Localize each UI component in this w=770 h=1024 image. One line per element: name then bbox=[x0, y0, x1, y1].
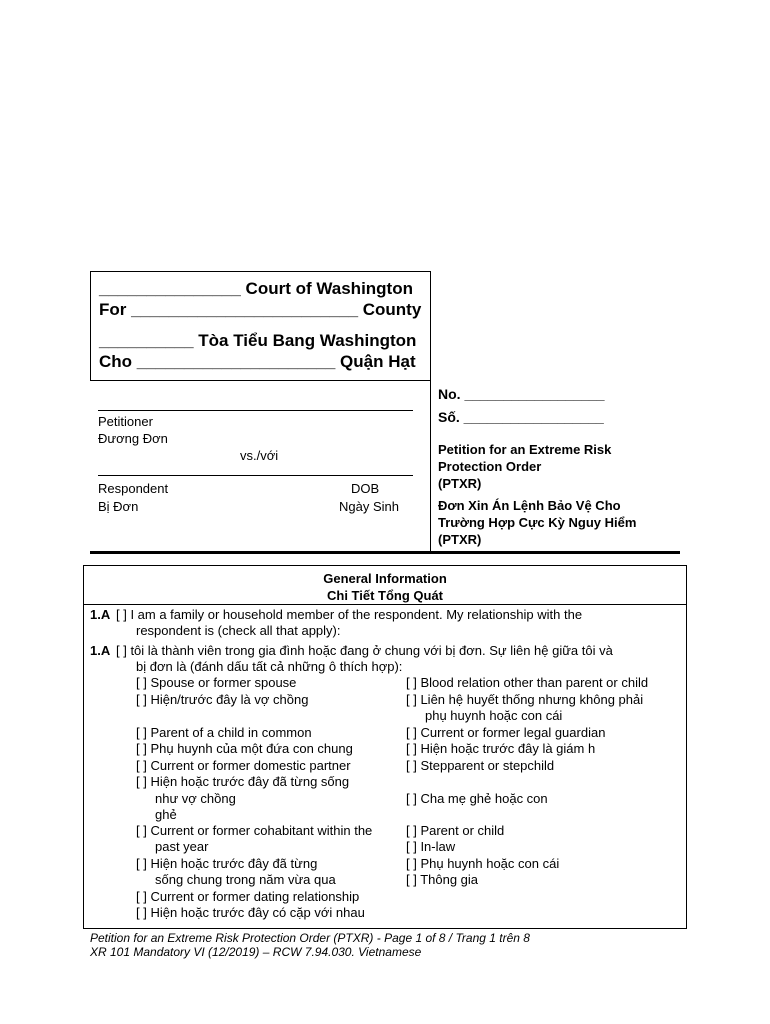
document-title: Petition for an Extreme Risk Protection Order (PTXR) bbox=[438, 442, 612, 491]
caption-bottom-rule bbox=[90, 551, 680, 554]
dating-relationship-checkbox[interactable]: [ ] Current or former dating relationship bbox=[136, 889, 360, 904]
in-law-checkbox[interactable]: [ ] In-law bbox=[406, 839, 456, 854]
respondent-label: Respondent bbox=[98, 481, 169, 496]
parent-of-child-checkbox-vi[interactable]: [ ] Phụ huynh của một đứa con chung bbox=[136, 741, 353, 756]
form-code-footer: XR 101 Mandatory VI (12/2019) – RCW 7.94.030. Vietnamese bbox=[90, 945, 422, 959]
versus-label: vs./với bbox=[240, 448, 279, 463]
dob-label: DOB bbox=[351, 481, 380, 496]
dob-label-vi: Ngày Sinh bbox=[339, 499, 399, 514]
spouse-checkbox[interactable]: [ ] Spouse or former spouse bbox=[136, 675, 297, 690]
parent-or-child-checkbox[interactable]: [ ] Parent or child bbox=[406, 823, 505, 838]
court-name-line: _______________ Court of Washington bbox=[99, 279, 413, 298]
in-law-checkbox-vi[interactable]: [ ] Thông gia bbox=[406, 872, 479, 887]
spouse-checkbox-vi[interactable]: [ ] Hiện/trước đây là vợ chồng bbox=[136, 692, 309, 707]
petitioner-label-vi: Đương Đơn bbox=[98, 431, 168, 446]
petitioner-name-line bbox=[98, 410, 413, 411]
document-title-vi: Đơn Xin Án Lệnh Bảo Vệ Cho Trường Hợp Cực Kỳ Nguy Hiểm (PTXR) bbox=[438, 498, 637, 547]
parent-of-child-checkbox[interactable]: [ ] Parent of a child in common bbox=[136, 725, 312, 740]
blood-relation-checkbox-vi[interactable]: [ ] Liên hệ huyết thống nhưng không phải bbox=[406, 692, 644, 707]
option-text: ghẻ bbox=[155, 807, 177, 822]
stepparent-checkbox-vi[interactable]: [ ] Cha mẹ ghẻ hoặc con bbox=[406, 791, 548, 806]
respondent-name-line bbox=[98, 475, 413, 476]
option-text: sống chung trong năm vừa qua bbox=[155, 872, 336, 887]
stepparent-checkbox[interactable]: [ ] Stepparent or stepchild bbox=[406, 758, 555, 773]
legal-guardian-checkbox[interactable]: [ ] Current or former legal guardian bbox=[406, 725, 606, 740]
general-information-section bbox=[83, 565, 687, 929]
dating-relationship-checkbox-vi[interactable]: [ ] Hiện hoặc trước đây có cặp với nhau bbox=[136, 905, 365, 920]
caption-divider bbox=[430, 379, 431, 553]
cohabitant-checkbox-vi[interactable]: [ ] Hiện hoặc trước đây đã từng bbox=[136, 856, 318, 871]
family-member-checkbox-vi[interactable]: [ ] tôi là thành viên trong gia đình hoặc đang ở chung với bị đơn. Sự liên hệ giữa tôi và bbox=[116, 643, 613, 658]
petitioner-label: Petitioner bbox=[98, 414, 153, 429]
blood-relation-checkbox[interactable]: [ ] Blood relation other than parent or child bbox=[406, 675, 649, 690]
court-name-line-vi: __________ Tòa Tiểu Bang Washington bbox=[99, 331, 417, 350]
county-line: For ________________________ County bbox=[99, 300, 422, 319]
respondent-label-vi: Bị Đơn bbox=[98, 499, 139, 514]
item-number-vi: 1.A bbox=[90, 643, 111, 658]
parent-or-child-checkbox-vi[interactable]: [ ] Phụ huynh hoặc con cái bbox=[406, 856, 560, 871]
domestic-partner-checkbox-vi[interactable]: [ ] Hiện hoặc trước đây đã từng sống bbox=[136, 774, 350, 789]
page-footer: Petition for an Extreme Risk Protection Order (PTXR) - Page 1 of 8 / Trang 1 trên 8 bbox=[90, 931, 530, 945]
domestic-partner-checkbox[interactable]: [ ] Current or former domestic partner bbox=[136, 758, 351, 773]
legal-guardian-checkbox-vi[interactable]: [ ] Hiện hoặc trước đây là giám h bbox=[406, 741, 596, 756]
county-line-vi: Cho _____________________ Quận Hạt bbox=[99, 352, 416, 371]
section-heading: General Information Chi Tiết Tổng Quát bbox=[84, 566, 686, 605]
court-caption-box bbox=[90, 271, 431, 381]
option-text: phụ huynh hoặc con cái bbox=[425, 708, 563, 723]
cohabitant-checkbox[interactable]: [ ] Current or former cohabitant within the bbox=[136, 823, 373, 838]
question-text: respondent is (check all that apply): bbox=[136, 623, 341, 638]
case-number-field-vi: Số. __________________ bbox=[438, 409, 604, 425]
option-text: past year bbox=[155, 839, 209, 854]
option-text: như vợ chồng bbox=[155, 791, 236, 806]
question-text-vi: bị đơn là (đánh dấu tất cả những ô thích hợp): bbox=[136, 659, 403, 674]
case-number-field: No. __________________ bbox=[438, 386, 605, 402]
family-member-checkbox[interactable]: [ ] I am a family or household member of the respondent. My relationship with the bbox=[116, 607, 583, 622]
item-number: 1.A bbox=[90, 607, 111, 622]
